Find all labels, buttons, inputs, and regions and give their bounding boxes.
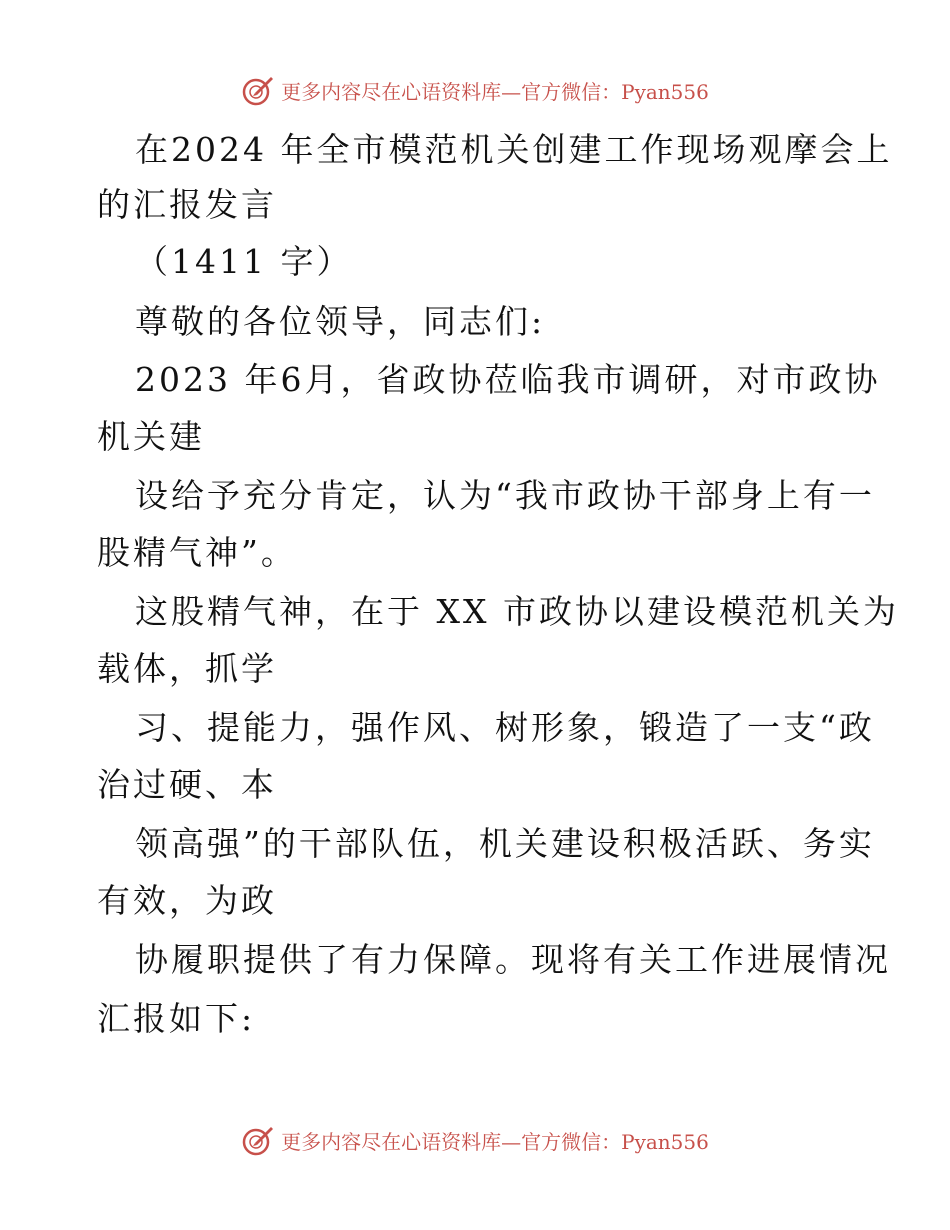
document-title-line-1: 在2024 年全市模范机关创建工作现场观摩会上 [135,130,893,169]
paragraph-line: 这股精气神，在于 XX 市政协以建设模范机关为 [135,592,899,631]
paragraph-line: 治过硬、本 [97,765,277,804]
word-count-note: （1411 字） [135,242,353,281]
quill-logo-icon [241,73,275,107]
paragraph-line: 股精气神”。 [97,533,297,572]
paragraph-line: 载体，抓学 [97,649,277,688]
header-watermark-text: 更多内容尽在心语资料库—官方微信：Pyan556 [281,79,709,104]
paragraph-line: 汇报如下: [97,999,256,1038]
paragraph-line: 有效，为政 [97,881,277,920]
header-watermark-banner [0,70,950,110]
paragraph-line: 领高强”的干部队伍，机关建设积极活跃、务实 [135,824,875,863]
footer-watermark-text: 更多内容尽在心语资料库—官方微信：Pyan556 [281,1129,709,1154]
document-title-line-2: 的汇报发言 [97,185,277,224]
paragraph-line: 机关建 [97,417,205,456]
paragraph-line: 设给予充分肯定，认为“我市政协干部身上有一 [135,476,875,515]
paragraph-line: 2023 年6月，省政协莅临我市调研，对市政协 [135,360,881,399]
salutation: 尊敬的各位领导，同志们: [135,302,546,341]
quill-logo-icon [241,1123,275,1157]
paragraph-line: 协履职提供了有力保障。现将有关工作进展情况 [135,940,891,979]
footer-watermark-banner [0,1120,950,1160]
paragraph-line: 习、提能力，强作风、树形象，锻造了一支“政 [135,708,875,747]
